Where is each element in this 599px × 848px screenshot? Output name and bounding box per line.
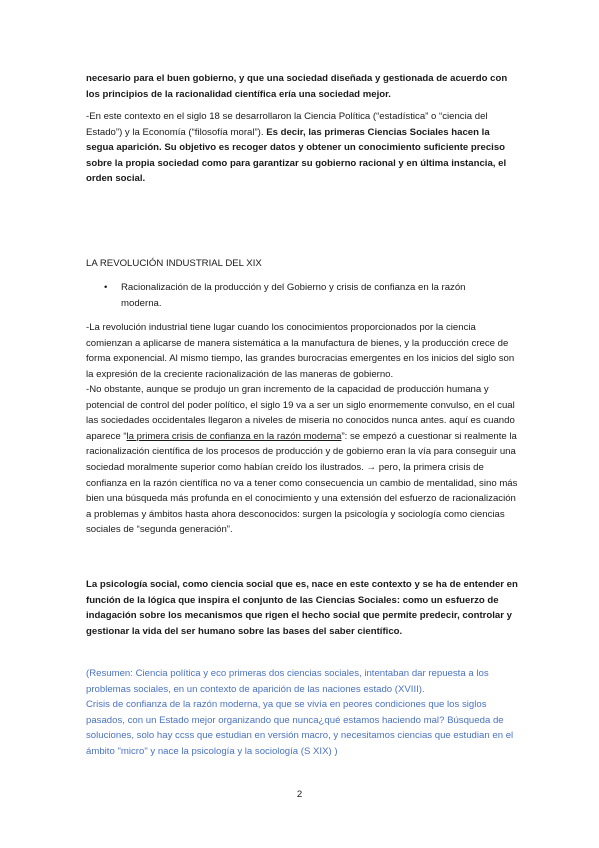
paragraph-siglo-18-regular: -En este contexto en el siglo 18 se desarrollaron la Ciencia Política (“estadística” o “ciencia del Estado”) y la Economía (“filosofía moral”). bbox=[86, 111, 488, 138]
paragraph-no-obstante bbox=[86, 382, 518, 538]
summary-line-1: (Resumen: Ciencia política y eco primeras dos ciencias sociales, intentaban dar repuesta a los problemas sociales, en un contexto de aparición de las naciones estado (XVIII). bbox=[86, 668, 489, 695]
bullet-item: Racionalización de la producción y del Gobierno y crisis de confianza en la razón moderna. bbox=[121, 282, 466, 309]
summary-block bbox=[86, 666, 518, 760]
paragraph-psicologia-social: La psicología social, como ciencia social que es, nace en este contexto y se ha de entender en función de la lógica que inspira el conjunto de las Ciencias Sociales: como un esfuerzo de indagación sobre los mecanismos que rigen el hecho social que permite predecir, controlar y gestionar la vida del ser humano sobre las bases del saber científico. bbox=[86, 579, 518, 637]
paragraph-no-obstante-part-1: -No obstante, aunque se produjo un gran incremento de la capacidad de producción humana y potencial de control del poder político, el siglo 19 va a ser un siglo enormemente convulso, en el cual las sociedades occidentales llegaron a niveles de miseria no conocidos nunca antes. aquí es cuando aparece “ bbox=[86, 384, 515, 442]
paragraph-revolucion-industrial: -La revolución industrial tiene lugar cuando los conocimientos proporcionados por la ciencia comienzan a aplicarse de manera sistemática a la manufactura de bienes, y la producción crece de forma exponencial. Al mismo tiempo, las grandes burocracias emergentes en los inicios del siglo son la expresión de la creciente racionalización de las maneras de gobierno. bbox=[86, 322, 515, 380]
bullet-dot-icon: • bbox=[104, 282, 108, 293]
summary-line-2: Crisis de confianza de la razón moderna, ya que se vivía en peores condiciones que los siglos pasados, con un Estado mejor organizando que nunca¿qué estamos haciendo mal? Búsqueda de soluciones, solo hay ccss que estudian en versión macro, y necesitamos ciencias que estudian en el ámbito "micro" y nace la psicología y la sociología (S XIX) ) bbox=[86, 699, 514, 757]
paragraph-siglo-18-bold: Es decir, las primeras Ciencias Sociales hacen la segua aparición. Su objetivo es recoger datos y obtener un conocimiento suficiente preciso sobre la propia sociedad como para garantizar su gobierno racional y en última instancia, el orden social. bbox=[86, 126, 507, 185]
paragraph-intro-continued: necesario para el buen gobierno, y que una sociedad diseñada y gestionada de acuerdo con los principios de la racionalidad científica ería una sociedad mejor. bbox=[86, 73, 508, 100]
page-number: 2 bbox=[296, 789, 303, 800]
paragraph-no-obstante-part-2: ”: se empezó a cuestionar si realmente la racionalización científica de los procesos de producción y de gobierno eran la vía para conseguir una sociedad moralmente superior como habían creído los ilustrados. → pero, la primera crisis de confianza en la razón científica no va a tener como consecuencia un cambio de mentalidad, sino más bien una búsqueda más profunda en el conocimiento y una extensión del esfuerzo de racionalización a problemas y ámbitos hasta ahora desconocidos: surgen la psicología y sociología como ciencias sociales de “segunda generación”. bbox=[86, 430, 518, 536]
section-heading: LA REVOLUCIÓN INDUSTRIAL DEL XIX bbox=[86, 258, 262, 269]
paragraph-siglo-18 bbox=[86, 109, 518, 187]
crisis-confianza-link: la primera crisis de confianza en la razón moderna bbox=[126, 430, 342, 442]
